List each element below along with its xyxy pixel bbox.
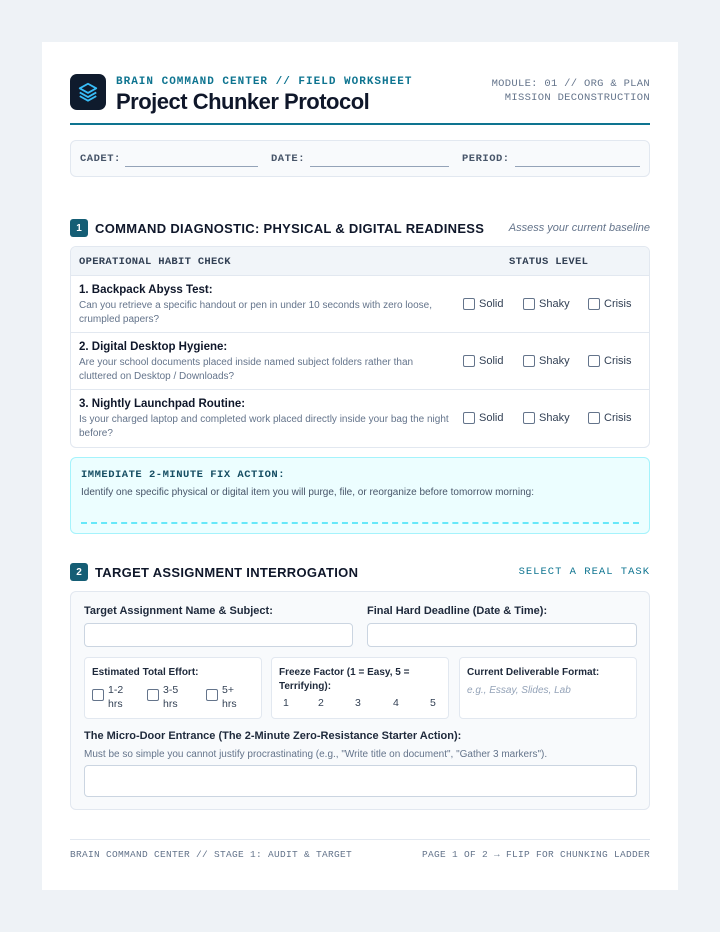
checkbox-icon[interactable]	[147, 689, 159, 701]
habit-description: Can you retrieve a specific handout or pen in under 10 seconds with zero loose, crumpled papers?	[79, 300, 432, 325]
module-line-1: MODULE: 01 // ORG & PLAN	[491, 78, 650, 90]
fix-action-title: IMMEDIATE 2-MINUTE FIX ACTION:	[81, 469, 286, 481]
fix-action-description: Identify one specific physical or digital item you will purge, file, or reorganize before tomorrow morning:	[81, 487, 534, 498]
habit-title: 1. Backpack Abyss Test:	[79, 284, 213, 296]
cadet-label: CADET:	[80, 153, 121, 165]
micro-door-input[interactable]	[84, 765, 637, 797]
module-info	[492, 77, 650, 105]
status-shaky-checkbox[interactable]	[523, 298, 570, 310]
freeze-factor-title	[279, 666, 409, 694]
option-label: Shaky	[539, 355, 570, 367]
status-crisis-checkbox[interactable]	[588, 412, 632, 424]
section-2-note: SELECT A REAL TASK	[518, 566, 650, 578]
micro-door-label: The Micro-Door Entrance (The 2-Minute Zero-Resistance Starter Action):	[84, 730, 462, 742]
effort-card	[84, 657, 262, 719]
habit-title: 3. Nightly Launchpad Routine:	[79, 398, 246, 410]
assignment-label: Target Assignment Name & Subject:	[84, 605, 273, 617]
checkbox-icon[interactable]	[588, 355, 600, 367]
effort-option-label	[163, 683, 178, 711]
checkbox-icon[interactable]	[588, 412, 600, 424]
habit-title: 2. Digital Desktop Hygiene:	[79, 341, 228, 353]
habit-description: Are your school documents placed inside named subject folders rather than cluttered on Desktop / Downloads?	[79, 357, 414, 382]
effort-option-value: 1-2	[108, 684, 124, 696]
checkbox-icon[interactable]	[523, 412, 535, 424]
freeze-title-line-1: Freeze Factor (1 = Easy, 5 =	[279, 667, 410, 678]
status-shaky-checkbox[interactable]	[523, 412, 570, 424]
checkbox-icon[interactable]	[206, 689, 218, 701]
section-2-badge: 2	[70, 563, 88, 581]
layers-icon	[70, 74, 106, 110]
checkbox-icon[interactable]	[463, 355, 475, 367]
checkbox-icon[interactable]	[463, 298, 475, 310]
effort-title: Estimated Total Effort:	[92, 667, 199, 678]
freeze-option-4[interactable]: 4	[393, 697, 399, 709]
table-row	[71, 276, 649, 333]
section-1-badge: 1	[70, 219, 88, 237]
option-label: Shaky	[539, 412, 570, 424]
option-label: Solid	[479, 412, 504, 424]
period-label: PERIOD:	[462, 153, 510, 165]
date-field[interactable]	[310, 166, 449, 167]
student-info-row	[70, 140, 650, 177]
period-field[interactable]	[515, 166, 640, 167]
table-header	[71, 247, 649, 276]
option-label: Solid	[479, 298, 504, 310]
status-solid-checkbox[interactable]	[463, 412, 503, 424]
status-solid-checkbox[interactable]	[463, 298, 503, 310]
checkbox-icon[interactable]	[92, 689, 104, 701]
micro-door-description: Must be so simple you cannot justify procrastinating (e.g., "Write title on document", "Gather 3 markers").	[84, 749, 548, 760]
assignment-input[interactable]	[84, 623, 353, 647]
checkbox-icon[interactable]	[588, 298, 600, 310]
deadline-label: Final Hard Deadline (Date & Time):	[367, 605, 548, 617]
page-title: Project Chunker Protocol	[116, 89, 370, 114]
assignment-panel	[70, 591, 650, 810]
deliverable-card[interactable]	[459, 657, 637, 719]
footer-right: PAGE 1 OF 2 → FLIP FOR CHUNKING LADDER	[421, 849, 650, 860]
effort-option-unit: hrs	[163, 698, 178, 710]
table-row	[71, 333, 649, 390]
date-label: DATE:	[271, 153, 306, 165]
section-1-note: Assess your current baseline	[508, 222, 650, 234]
section-1-heading	[70, 219, 650, 239]
worksheet-page	[42, 42, 678, 890]
deadline-input[interactable]	[367, 623, 637, 647]
section-2-title: TARGET ASSIGNMENT INTERROGATION	[95, 565, 359, 580]
deliverable-placeholder: e.g., Essay, Slides, Lab	[467, 685, 571, 696]
freeze-option-1[interactable]: 1	[283, 697, 289, 709]
habit-description: Is your charged laptop and completed work placed directly inside your bag the night before?	[79, 414, 449, 439]
freeze-title-line-2: Terrifying):	[279, 681, 332, 692]
effort-3-5-hrs-checkbox[interactable]	[147, 683, 178, 711]
status-crisis-checkbox[interactable]	[588, 298, 632, 310]
habit-check-table	[70, 246, 650, 448]
freeze-option-2[interactable]: 2	[318, 697, 324, 709]
table-row	[71, 390, 649, 447]
header-rule	[70, 123, 650, 125]
checkbox-icon[interactable]	[463, 412, 475, 424]
cadet-field[interactable]	[125, 166, 258, 167]
col-habit-check: OPERATIONAL HABIT CHECK	[79, 256, 231, 268]
worksheet-header	[70, 73, 650, 125]
footer-rule	[70, 839, 650, 840]
option-label: Crisis	[604, 412, 632, 424]
freeze-factor-card	[271, 657, 449, 719]
effort-option-unit: hrs	[222, 698, 237, 710]
status-solid-checkbox[interactable]	[463, 355, 503, 367]
effort-option-label	[222, 683, 237, 711]
effort-option-label	[108, 683, 123, 711]
section-1-title: COMMAND DIAGNOSTIC: PHYSICAL & DIGITAL READINESS	[95, 221, 485, 236]
module-line-2: MISSION DECONSTRUCTION	[504, 92, 650, 104]
fix-action-box	[70, 457, 650, 534]
option-label: Crisis	[604, 298, 632, 310]
section-2-heading	[70, 563, 650, 583]
effort-option-value: 5+	[222, 684, 234, 696]
option-label: Crisis	[604, 355, 632, 367]
effort-1-2-hrs-checkbox[interactable]	[92, 683, 123, 711]
freeze-option-5[interactable]: 5	[430, 697, 436, 709]
status-shaky-checkbox[interactable]	[523, 355, 570, 367]
deliverable-title: Current Deliverable Format:	[467, 667, 600, 678]
option-label: Shaky	[539, 298, 570, 310]
header-eyebrow: BRAIN COMMAND CENTER // FIELD WORKSHEET	[116, 76, 413, 88]
effort-option-unit: hrs	[108, 698, 123, 710]
footer-left: BRAIN COMMAND CENTER // STAGE 1: AUDIT & TARGET	[70, 849, 353, 860]
effort-option-value: 3-5	[163, 684, 179, 696]
status-crisis-checkbox[interactable]	[588, 355, 632, 367]
effort-5-plus-hrs-checkbox[interactable]	[206, 683, 237, 711]
checkbox-icon[interactable]	[523, 355, 535, 367]
col-status-level: STATUS LEVEL	[509, 256, 589, 268]
fix-action-input-line[interactable]	[81, 522, 639, 524]
option-label: Solid	[479, 355, 504, 367]
checkbox-icon[interactable]	[523, 298, 535, 310]
freeze-option-3[interactable]: 3	[355, 697, 361, 709]
